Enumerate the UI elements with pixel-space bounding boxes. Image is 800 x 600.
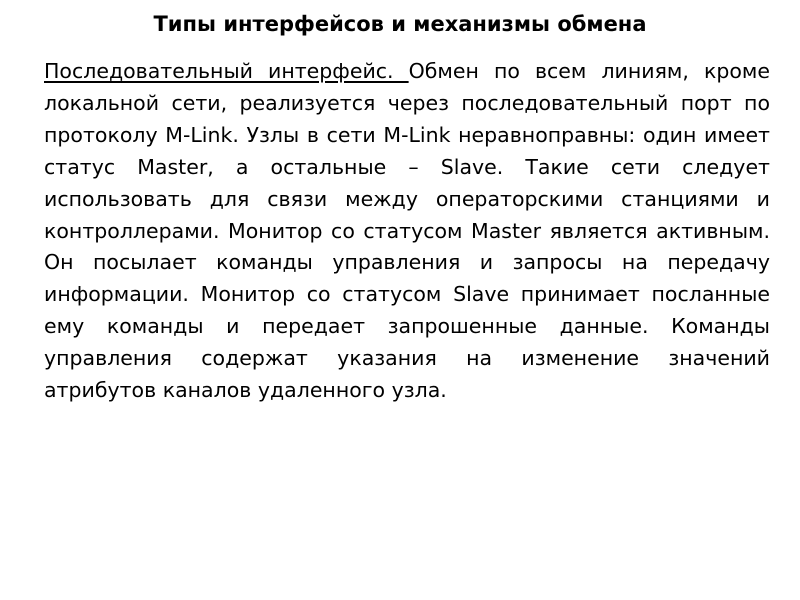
slide-title: Типы интерфейсов и механизмы обмена bbox=[153, 12, 647, 36]
lead-term: Последовательный интерфейс. bbox=[44, 59, 409, 83]
body-paragraph bbox=[44, 56, 770, 407]
body-text: Обмен по всем линиям, кроме локальной сети, реализуется через последовательный порт по протоколу M-Link. Узлы в сети M-Link неравноправны: один имеет статус Master, а остальные – Slave. Такие сети следует использовать для связи между операторскими станциями и контроллерами. Монитор со статусом Master является активным. Он посылает команды управления и запросы на передачу информации. Монитор со статусом Slave принимает посланные ему команды и передает запрошенные данные. Команды управления содержат указания на изменение значений атрибутов каналов удаленного узла. bbox=[44, 59, 770, 403]
